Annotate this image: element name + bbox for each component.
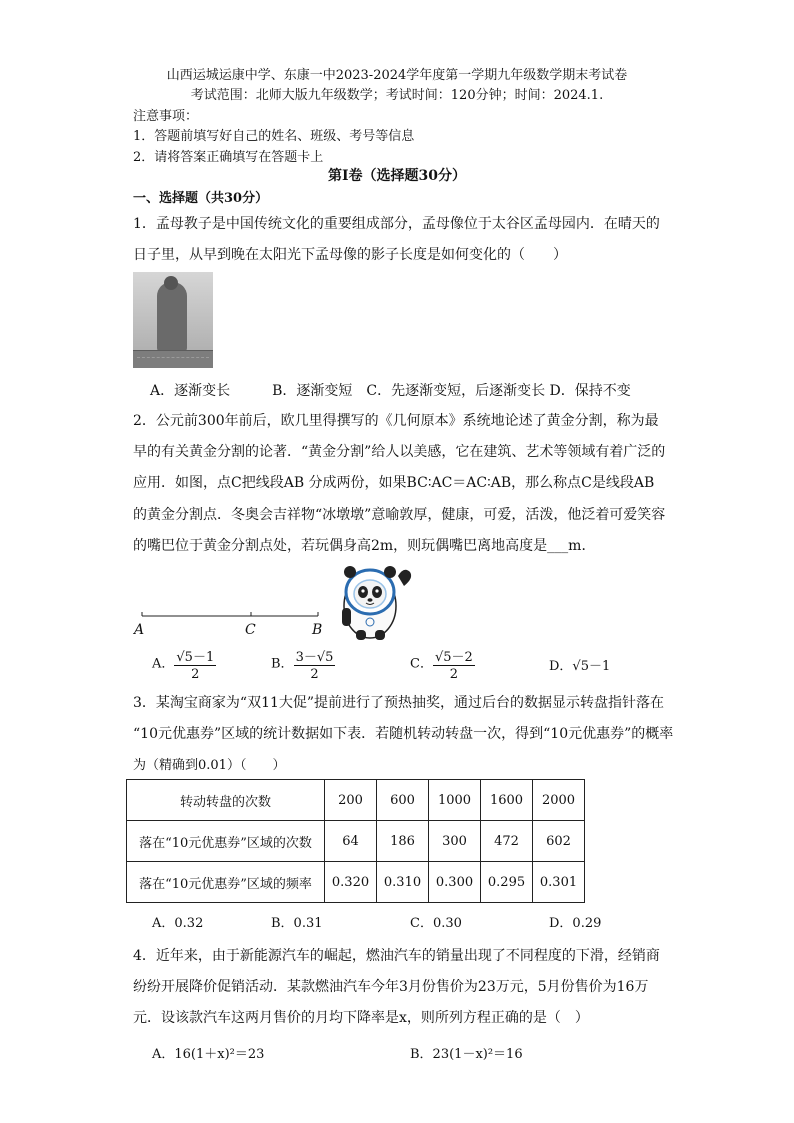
table-cell: 64 (325, 821, 377, 862)
q4-line-1: 4．近年来，由于新能源汽车的崛起，燃油汽车的销量出现了不同程度的下滑，经销商 (133, 948, 660, 964)
q4-line-3: 元．设该款汽车这两月售价的月均下降率是x，则所列方程正确的是（ ） (133, 1010, 589, 1026)
table-cell: 300 (429, 821, 481, 862)
table-cell: 0.295 (481, 862, 533, 903)
table-cell: 186 (377, 821, 429, 862)
note-2: 2．请将答案正确填写在答题卡上 (133, 150, 324, 165)
table-cell: 602 (533, 821, 585, 862)
q2-option-a: A． $\frac{√5-1}{2}$ (152, 646, 216, 682)
notes-heading: 注意事项： (133, 109, 199, 124)
table-cell: 0.301 (533, 862, 585, 903)
frequency-table (126, 779, 585, 903)
exam-title: 山西运城运康中学、东康一中2023-2024学年度第一学期九年级数学期末考试卷 (166, 68, 628, 83)
table-cell: 转动转盘的次数 (127, 780, 325, 821)
mascot-right-ear (384, 566, 396, 578)
table-row (127, 821, 585, 862)
point-c-label: C (245, 622, 256, 638)
q4-option-a: A．16(1＋x)²＝23 (152, 1047, 265, 1062)
part-title: 一、选择题（共30分） (133, 191, 269, 206)
table-cell: 200 (325, 780, 377, 821)
q1-line-2: 日子里，从早到晚在太阳光下孟母像的影子长度是如何变化的（ ） (133, 247, 567, 263)
q2-line-5: 的嘴巴位于黄金分割点处，若玩偶身高2m，则玩偶嘴巴离地高度是___m． (133, 538, 596, 554)
statue-photo (133, 272, 213, 368)
q2-line-1: 2．公元前300年前后，欧几里得撰写的《几何原本》系统地论述了黄金分割，称为最 (133, 413, 659, 429)
q3-option-d: D．0.29 (549, 916, 602, 931)
exam-subtitle: 考试范围：北师大版九年级数学；考试时间：120分钟；时间：2024.1. (190, 88, 604, 103)
table-cell: 0.310 (377, 862, 429, 903)
table-cell: 1600 (481, 780, 533, 821)
point-a-label: A (134, 622, 145, 638)
q2-line-2: 早的有关黄金分割的论著．“黄金分割”给人以美感，它在建筑、艺术等领域有着广泛的 (133, 444, 666, 460)
q3-option-a: A．0.32 (152, 916, 204, 931)
q4-line-2: 纷纷开展降价促销活动．某款燃油汽车今年3月份售价为23万元，5月份售价为16万 (133, 979, 649, 995)
table-cell: 0.300 (429, 862, 481, 903)
volume-title: 第I卷（选择题30分） (327, 168, 467, 184)
q2-option-b: B． $\frac{3-√5}{2}$ (271, 646, 335, 682)
q2-option-c: C． $\frac{√5-2}{2}$ (410, 646, 475, 682)
q1-options: A．逐渐变长 B．逐渐变短 C．先逐渐变短，后逐渐变长 D．保持不变 (150, 383, 631, 399)
table-cell: 472 (481, 821, 533, 862)
q2-option-d: D．√5－1 (549, 659, 611, 674)
point-b-label: B (312, 622, 323, 638)
q2-line-4: 的黄金分割点．冬奥会吉祥物“冰墩墩”意喻敦厚，健康，可爱，活泼，他泛着可爱笑容 (133, 507, 666, 523)
mascot-illustration (326, 558, 416, 642)
mascot-raised-arm (398, 570, 411, 586)
q3-line-3: 为（精确到0.01）（ ） (133, 758, 286, 773)
table-cell: 1000 (429, 780, 481, 821)
table-row (127, 780, 585, 821)
q2-line-3: 应用．如图，点C把线段AB 分成两份，如果BC∶AC＝AC∶AB，那么称点C是线段AB (133, 475, 655, 491)
mascot-right-foot (375, 630, 385, 640)
q4-option-b: B．23(1－x)²＝16 (410, 1047, 523, 1062)
segment-diagram (130, 606, 330, 642)
q1-line-1: 1．孟母教子是中国传统文化的重要组成部分，孟母像位于太谷区孟母园内．在晴天的 (133, 216, 660, 232)
q3-line-1: 3．某淘宝商家为“双11大促”提前进行了预热抽奖，通过后台的数据显示转盘指针落在 (133, 695, 665, 711)
mascot-left-arm (342, 608, 351, 626)
table-cell: 落在“10元优惠券”区域的频率 (127, 862, 325, 903)
mascot-left-foot (356, 630, 366, 640)
q3-line-2: “10元优惠券”区域的统计数据如下表．若随机转动转盘一次，得到“10元优惠券”的概率 (133, 726, 674, 742)
table-row (127, 862, 585, 903)
mascot-nose (368, 598, 373, 602)
table-cell: 2000 (533, 780, 585, 821)
q3-option-b: B．0.31 (271, 916, 323, 931)
mascot-left-ear (344, 566, 356, 578)
table-cell: 落在“10元优惠券”区域的次数 (127, 821, 325, 862)
table-cell: 0.320 (325, 862, 377, 903)
q3-option-c: C．0.30 (410, 916, 462, 931)
table-cell: 600 (377, 780, 429, 821)
note-1: 1．答题前填写好自己的姓名、班级、考号等信息 (133, 129, 415, 144)
